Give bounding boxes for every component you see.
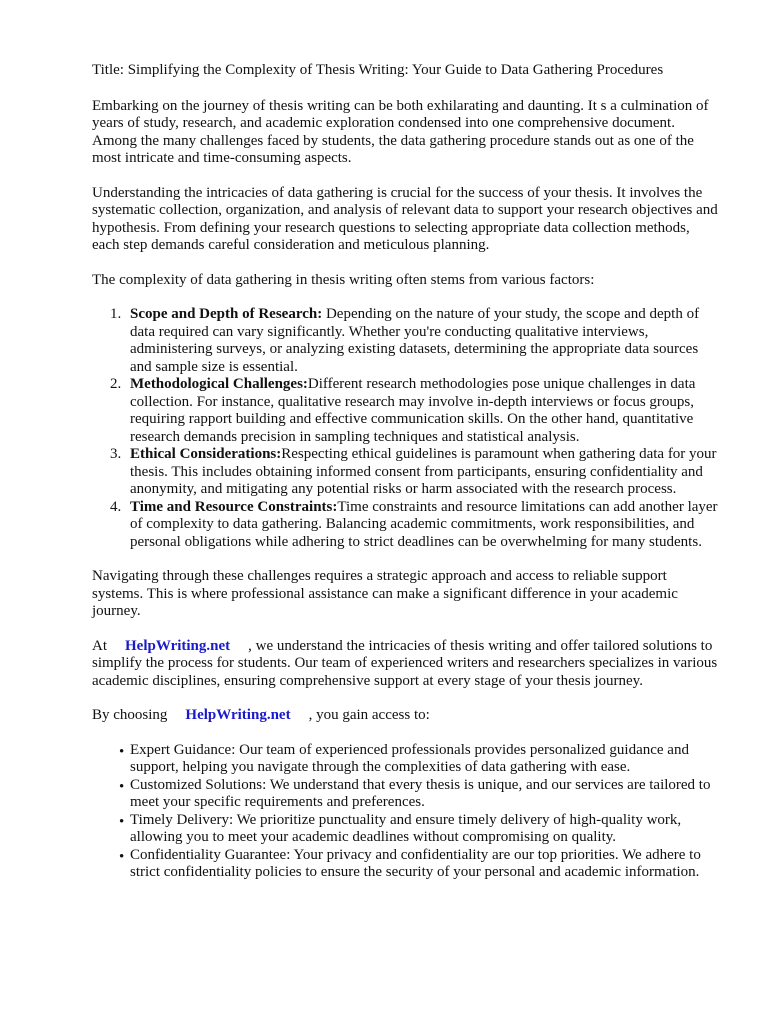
factor-text: Depending on the nature of your study, the scope and depth of data required can vary significantly. Whether you're conducting qualitative interviews, administering surveys, or analyzing existing datasets, determining the appropriate data sources and sample size is essential. [130, 306, 700, 375]
benefit-item: • Customized Solutions: We understand that every thesis is unique, and our services are tailored to meet your specific requirements and preferences. [130, 777, 720, 812]
choosing-paragraph [92, 707, 720, 725]
benefit-item: • Timely Delivery: We prioritize punctuality and ensure timely delivery of high-quality work, allowing you to meet your academic deadlines without compromising on quality. [130, 812, 720, 847]
factors-list [92, 306, 720, 551]
at-prefix: At [92, 637, 107, 654]
helpwriting-link-2[interactable]: HelpWriting.net [185, 707, 291, 723]
benefit-item: • Confidentiality Guarantee: Your privacy and confidentiality are our top priorities. We adhere to strict confidentiality policies to ensure the security of your personal and academic information. [130, 847, 720, 882]
helpwriting-link[interactable]: HelpWriting.net [125, 637, 231, 654]
at-suffix: , we understand the intricacies of thesis writing and offer tailored solutions to simplify the process for students. Our team of experienced writers and researchers specializes in various academic disciplines, ensuring comprehensive support at every stage of your thesis journey. [92, 637, 718, 689]
intro-paragraph: Embarking on the journey of thesis writing can be both exhilarating and daunting. It s a culmination of years of study, research, and academic exploration condensed into one comprehensive document. Among the many challenges faced by students, the data gathering procedure stands out as one of the most intricate and time-consuming aspects. [92, 97, 709, 166]
navigating-paragraph: Navigating through these challenges requires a strategic approach and access to reliable support systems. This is where professional assistance can make a significant difference in your academic journey. [92, 568, 678, 619]
factor-item [130, 499, 720, 552]
document-title: Title: Simplifying the Complexity of Thesis Writing: Your Guide to Data Gathering Procedures [92, 62, 664, 78]
choosing-prefix: By choosing [92, 707, 168, 723]
choosing-suffix: , you gain access to: [308, 707, 430, 723]
understanding-paragraph: Understanding the intricacies of data gathering is crucial for the success of your thesis. It involves the systematic collection, organization, and analysis of relevant data to support your research objectives and hypothesis. From defining your research questions to selecting appropriate data collection methods, each step demands careful consideration and meticulous planning. [92, 184, 718, 253]
factor-heading: Methodological Challenges: [130, 376, 308, 392]
factor-heading: Scope and Depth of Research: [130, 306, 323, 322]
factor-item [130, 376, 720, 446]
benefit-item: • Expert Guidance: Our team of experienced professionals provides personalized guidance and support, helping you navigate through the complexities of data gathering with ease. [130, 742, 720, 777]
factor-item [130, 446, 720, 499]
factor-item [130, 306, 720, 376]
benefits-list [92, 742, 720, 882]
factor-heading: Time and Resource Constraints: [130, 498, 338, 515]
factor-text: Different research methodologies pose unique challenges in data collection. For instance, qualitative research may involve in-depth interviews or focus groups, requiring rapport building and effective communication skills. On the other hand, quantitative research demands precision in sampling techniques and statistical analysis. [130, 376, 696, 445]
helpwriting-paragraph [92, 638, 720, 691]
factor-text: Respecting ethical guidelines is paramount when gathering data for your thesis. This includes obtaining informed consent from participants, ensuring confidentiality and anonymity, and mitigating any potential risks or harm associated with the research process. [130, 446, 717, 497]
factors-intro-paragraph: The complexity of data gathering in thesis writing often stems from various factors: [92, 271, 595, 288]
factor-text: Time constraints and resource limitations can add another layer of complexity to data gathering. Balancing academic commitments, work responsibilities, and personal obligations while adhering to strict deadlines can be overwhelming for many students. [130, 498, 718, 550]
factor-heading: Ethical Considerations: [130, 446, 282, 462]
